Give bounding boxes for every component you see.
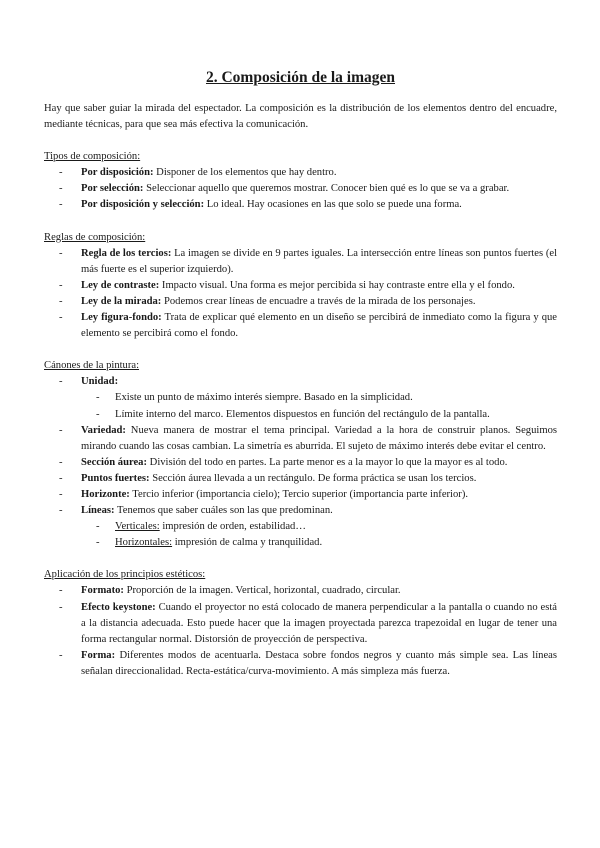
list-item	[44, 455, 557, 471]
item-term: Horizontales:	[115, 537, 173, 549]
item-text: Tercio inferior (importancia cielo); Tercio superior (importancia parte inferior).	[129, 488, 468, 500]
bullet-list	[44, 246, 557, 343]
item-text: impresión de orden, estabilidad…	[159, 521, 306, 533]
item-text: Disponer de los elementos que hay dentro.	[153, 167, 337, 179]
section-heading: Reglas de composición:	[44, 231, 146, 243]
item-term: Efecto keystone:	[81, 601, 156, 613]
list-item	[44, 374, 557, 390]
item-term: Forma:	[81, 649, 116, 661]
item-term: Verticales:	[115, 521, 160, 533]
item-text: La imagen se divide en 9 partes iguales. La intersección entre líneas son puntos fuertes (el más fuerte es el superior izquierdo).	[81, 247, 558, 275]
item-text: Cuando el proyector no está colocado de manera perpendicular a la pantalla o cuando no está a la distancia adecuada. Esto puede hacer que la imagen proyectada parezca trapezoidal en lugar de tener una forma rectangular normal. Distorsión de proyección de perspectiva.	[81, 601, 557, 645]
item-text: Límite interno del marco. Elementos dispuestos en función del rectángulo de la pantalla.	[115, 408, 490, 420]
item-text: impresión de calma y tranquilidad.	[172, 537, 323, 549]
item-term: Por disposición y selección:	[81, 199, 205, 211]
item-term: Unidad:	[81, 376, 119, 388]
item-term: Líneas:	[81, 505, 115, 517]
sub-list-item	[44, 535, 557, 551]
section-canones	[44, 358, 557, 551]
bullet-list	[44, 583, 557, 680]
list-item	[44, 294, 557, 310]
item-term: Ley de contraste:	[81, 279, 160, 291]
section-reglas	[44, 230, 557, 343]
list-item	[44, 648, 557, 680]
item-text: Lo ideal. Hay ocasiones en las que solo se puede una forma.	[204, 199, 462, 211]
sub-list-item	[44, 390, 557, 406]
item-text: División del todo en partes. La parte menor es a la mayor lo que la mayor es al todo.	[147, 456, 508, 468]
list-item	[44, 471, 557, 487]
item-term: Regla de los tercios:	[81, 247, 172, 259]
item-text: Trata de explicar qué elemento en un diseño se percibirá de inmediato como la figura y que elemento se percibirá como el fondo.	[81, 312, 557, 340]
list-item	[44, 310, 557, 342]
sub-list-item	[44, 407, 557, 423]
list-item	[44, 583, 557, 599]
item-term: Por disposición:	[81, 167, 154, 179]
item-text: Impacto visual. Una forma es mejor percibida si hay contraste entre ella y el fondo.	[159, 279, 515, 291]
section-aplicacion	[44, 567, 557, 680]
section-heading: Cánones de la pintura:	[44, 360, 140, 372]
list-item	[44, 165, 557, 181]
section-heading: Aplicación de los principios estéticos:	[44, 569, 206, 581]
sub-list-item	[44, 519, 557, 535]
list-item	[44, 181, 557, 197]
item-term: Horizonte:	[81, 488, 130, 500]
page-title: 2. Composición de la imagen	[205, 69, 396, 86]
item-term: Sección áurea:	[81, 456, 148, 468]
item-text: Diferentes modos de acentuarla. Destaca sobre fondos negros y cuanto más simple sea. Las líneas señalan direccionalidad. Recta-estática/curva-movimiento. A más simpleza más fuerza.	[81, 649, 557, 677]
item-term: Puntos fuertes:	[81, 472, 150, 484]
section-heading: Tipos de composición:	[44, 151, 141, 163]
item-text: Podemos crear líneas de encuadre a través de la mirada de los personajes.	[161, 295, 476, 307]
list-item	[44, 197, 557, 213]
list-item	[44, 278, 557, 294]
document-page	[44, 68, 557, 696]
item-term: Ley figura-fondo:	[81, 312, 162, 324]
item-text: Existe un punto de máximo interés siempre. Basado en la simplicidad.	[115, 392, 413, 404]
list-item	[44, 423, 557, 455]
list-item	[44, 600, 557, 648]
item-term: Ley de la mirada:	[81, 295, 162, 307]
list-item	[44, 503, 557, 519]
item-term: Variedad:	[81, 424, 126, 436]
item-text: Proporción de la imagen. Vertical, horizontal, cuadrado, circular.	[123, 585, 401, 597]
list-item	[44, 246, 557, 278]
item-term: Formato:	[81, 585, 124, 597]
item-term: Por selección:	[81, 183, 144, 195]
list-item	[44, 487, 557, 503]
item-text: Seleccionar aquello que queremos mostrar. Conocer bien qué es lo que se va a grabar.	[143, 183, 510, 195]
bullet-list	[44, 374, 557, 551]
item-text: Nueva manera de mostrar el tema principal. Variedad a la hora de construir planos. Seguimos mirando cuando las cosas cambian. La simetría es aburrida. El sujeto de máximo interés debe evitar el centro.	[81, 424, 557, 452]
section-tipos	[44, 149, 557, 213]
bullet-list	[44, 165, 557, 213]
item-text: Tenemos que saber cuáles son las que predominan.	[114, 505, 333, 517]
intro-paragraph: Hay que saber guiar la mirada del espectador. La composición es la distribución de los elementos dentro del encuadre, mediante técnicas, para que sea más efectiva la comunicación.	[44, 103, 557, 131]
item-text: Sección áurea llevada a un rectángulo. De forma práctica se usan los tercios.	[149, 472, 477, 484]
